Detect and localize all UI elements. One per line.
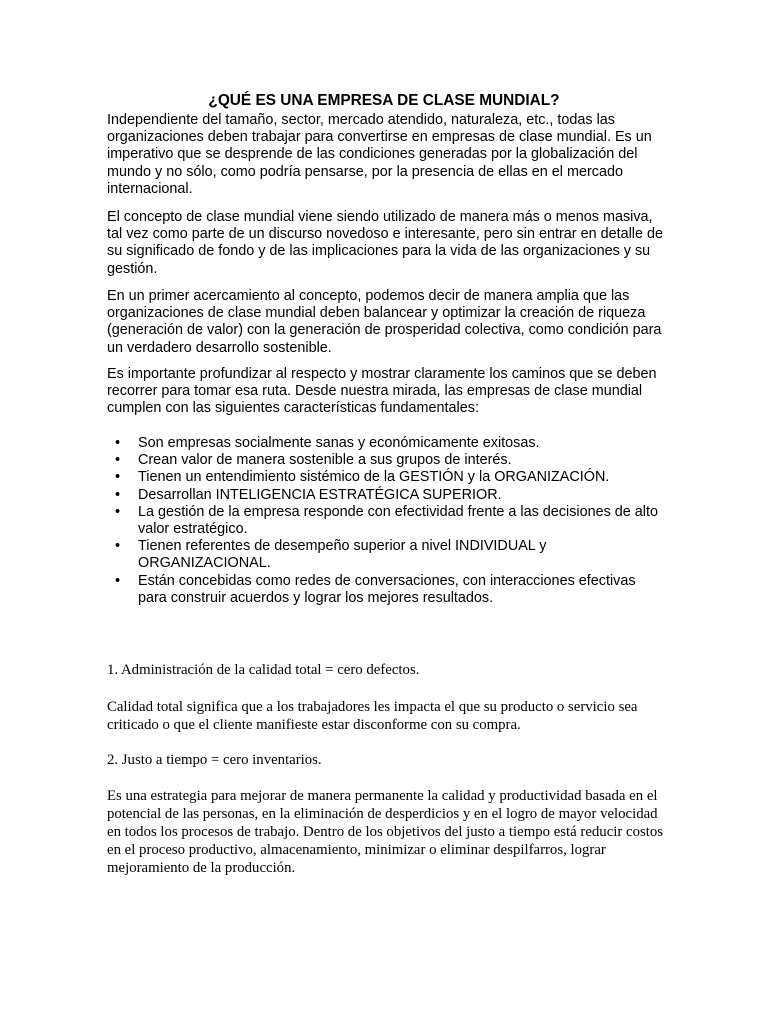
section-body-just-in-time: Es una estrategia para mejorar de manera permanente la calidad y productividad basada en el potencial de las personas, en la eliminación de desperdicios y en el logro de mayor velocidad en todos los procesos de trabajo. Dentro de los objetivos del justo a tiempo está reducir costos en el proceso productivo, almacenamiento, minimizar o eliminar despilfarros, lograr mejoramiento de la producción. (107, 788, 663, 876)
bullet-icon: • (115, 452, 121, 469)
section-heading-just-in-time: 2. Justo a tiempo = cero inventarios. (107, 752, 322, 768)
list-item (107, 573, 663, 607)
bullet-icon: • (115, 572, 121, 589)
list-item (107, 487, 663, 504)
concept-paragraph: El concepto de clase mundial viene siendo utilizado de manera más o menos masiva, tal vez como parte de un discurso novedoso e interesante, pero sin entrar en detalle de su significado de fondo y de las implicaciones para la vida de las organizaciones y su gestión. (107, 209, 663, 277)
bullet-icon: • (115, 469, 121, 486)
bullet-icon: • (115, 503, 121, 520)
list-item-text: Tienen un entendimiento sistémico de la GESTIÓN y la ORGANIZACIÓN. (138, 469, 610, 486)
list-item-text: Son empresas socialmente sanas y económicamente exitosas. (138, 435, 540, 451)
bullet-icon: • (115, 486, 121, 503)
list-item-text: Crean valor de manera sostenible a sus grupos de interés. (138, 452, 512, 469)
section-heading-quality: 1. Administración de la calidad total = cero defectos. (107, 662, 420, 678)
list-item-text: Desarrollan INTELIGENCIA ESTRATÉGICA SUPERIOR. (138, 486, 502, 503)
intro-paragraph: Independiente del tamaño, sector, mercado atendido, naturaleza, etc., todas las organizaciones deben trabajar para convertirse en empresas de clase mundial. Es un imperativo que se desprende de las condiciones generadas por la globalización del mundo y no sólo, como podría pensarse, por la presencia de ellas en el mercado internacional. (107, 112, 652, 197)
approach-paragraph: En un primer acercamiento al concepto, podemos decir de manera amplia que las organizaciones de clase mundial deben balancear y optimizar la creación de riqueza (generación de valor) con la generación de prosperidad colectiva, como condición para un verdadero desarrollo sostenible. (107, 288, 662, 356)
list-item-text: Están concebidas como redes de conversaciones, con interacciones efectivas para construir acuerdos y lograr los mejores resultados. (138, 572, 636, 606)
list-item-text: Tienen referentes de desempeño superior a nivel INDIVIDUAL y ORGANIZACIONAL. (138, 538, 547, 572)
list-item (107, 469, 663, 486)
characteristics-list (107, 435, 663, 607)
characteristics-intro-paragraph: Es importante profundizar al respecto y mostrar claramente los caminos que se deben recorrer para tomar esa ruta. Desde nuestra mirada, las empresas de clase mundial cumplen con las siguientes características fundamentales: (107, 366, 657, 417)
list-item (107, 538, 663, 572)
list-item (107, 435, 663, 452)
list-item-text: La gestión de la empresa responde con efectividad frente a las decisiones de alto valor estratégico. (138, 503, 658, 538)
bullet-icon: • (115, 435, 121, 451)
list-item (107, 504, 663, 538)
document-title: ¿QUÉ ES UNA EMPRESA DE CLASE MUNDIAL? (208, 92, 560, 109)
section-body-quality: Calidad total significa que a los trabajadores les impacta el que su producto o servicio sea criticado o que el cliente manifieste estar disconforme con su compra. (107, 699, 638, 733)
bullet-icon: • (115, 538, 121, 555)
list-item (107, 452, 663, 469)
